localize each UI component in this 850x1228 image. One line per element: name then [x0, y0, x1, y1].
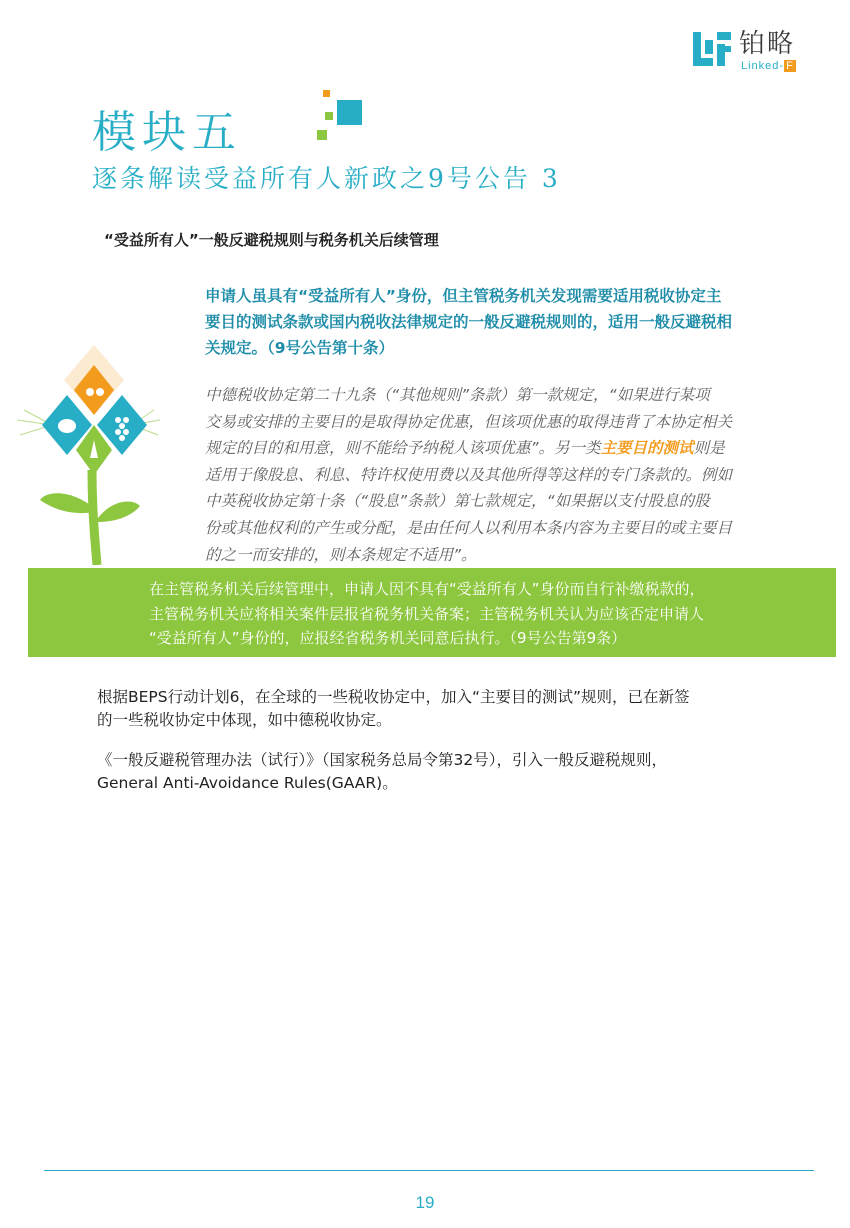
- italic-line: 交易或安排的主要目的是取得协定优惠，但该项优惠的取得违背了本协定相关: [205, 412, 733, 431]
- blue-line: 要目的测试条款或国内税收法律规定的一般反避税规则的，适用一般反避税相: [205, 313, 733, 331]
- brand-name-cn: 铂略: [739, 29, 796, 59]
- blue-line: 申请人虽具有“受益所有人”身份，但主管税务机关发现需要适用税收协定主: [205, 287, 722, 305]
- plant-illustration: [12, 340, 162, 565]
- body-paragraph-beps: [97, 686, 797, 731]
- green-line: “受益所有人”身份的，应报经省税务机关同意后执行。（9号公告第9条）: [149, 629, 627, 647]
- footer-divider: [44, 1170, 814, 1171]
- italic-line: 中德税收协定第二十九条（“其他规则”条款）第一款规定，“如果进行某项: [205, 386, 710, 404]
- body-line: 《一般反避税管理办法（试行）》（国家税务总局令第32号），引入一般反避税规则，: [97, 751, 667, 769]
- highlight-main-purpose-test: 主要目的测试: [600, 439, 694, 458]
- italic-line: 规定的目的和用意，则不能给予纳税人该项优惠”。另一类主要目的测试则是: [205, 439, 725, 458]
- green-line: 在主管税务机关后续管理中，申请人因不具有“受益所有人”身份而自行补缴税款的，: [149, 580, 705, 598]
- green-callout-text: [149, 577, 829, 651]
- brand-logo: [693, 30, 813, 74]
- decorative-squares: [315, 88, 365, 148]
- logo-mark-icon: [693, 32, 731, 70]
- green-line: 主管税务机关应将相关案件层报省税务机关备案；主管税务机关认为应该否定申请人: [149, 604, 705, 623]
- italic-line: 的之一而安排的，则本条规定不适用”。: [205, 545, 477, 564]
- section-heading: “受益所有人”一般反避税规则与税务机关后续管理: [104, 231, 439, 249]
- italic-line: 中英税收协定第十条（“股息”条款）第七款规定，“如果据以支付股息的股: [205, 492, 710, 511]
- module-title: 模块五: [92, 107, 242, 158]
- blue-paragraph: [205, 283, 805, 361]
- module-subtitle: 逐条解读受益所有人新政之9号公告 3: [92, 164, 561, 193]
- green-callout-band: [28, 568, 836, 657]
- body-line: 根据BEPS行动计划6，在全球的一些税收协定中，加入“主要目的测试”规则，已在新签: [97, 688, 690, 706]
- italic-line: 适用于像股息、利息、特许权使用费以及其他所得等这样的专门条款的。例如: [205, 465, 733, 484]
- page-number: 19: [415, 1193, 435, 1212]
- blue-line: 关规定。（9号公告第十条）: [205, 339, 395, 357]
- italic-line: 份或其他权利的产生或分配，是由任何人以利用本条内容为主要目的或主要目: [205, 518, 733, 537]
- body-paragraph-gaar: [97, 749, 797, 794]
- body-line: 的一些税收协定中体现，如中德税收协定。: [97, 710, 392, 729]
- body-line: General Anti-Avoidance Rules(GAAR)。: [97, 773, 398, 792]
- brand-name-en: Linked- F: [741, 60, 794, 72]
- italic-paragraph: [205, 382, 805, 568]
